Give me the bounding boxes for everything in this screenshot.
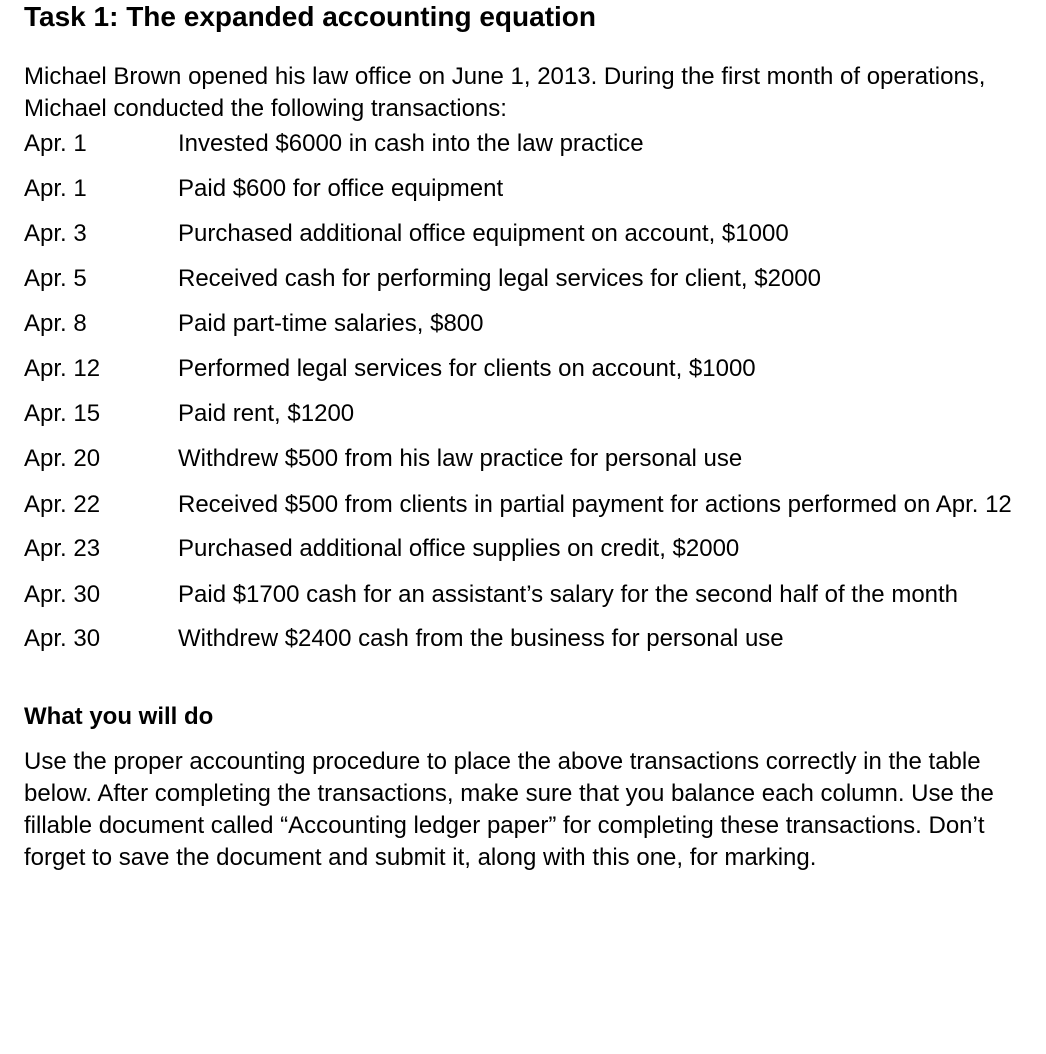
transaction-description: Performed legal services for clients on account, $1000 bbox=[178, 355, 756, 382]
instructions-paragraph: Use the proper accounting procedure to place the above transactions correctly in the table below. After completing the transactions, make sure that you balance each column. Use the fillable document called “Accounting ledger paper” for completing these transactions. Don’t forget to save the document and submit it, along with this one, for marking. bbox=[24, 748, 994, 871]
transaction-row bbox=[24, 354, 1024, 384]
transaction-list bbox=[24, 129, 1024, 654]
transaction-date: Apr. 1 bbox=[24, 175, 87, 202]
transaction-row bbox=[24, 534, 1024, 564]
transaction-description: Withdrew $2400 cash from the business for personal use bbox=[178, 625, 784, 652]
transaction-description: Received $500 from clients in partial payment for actions performed on Apr. 12 bbox=[178, 491, 1012, 518]
transaction-date: Apr. 12 bbox=[24, 355, 101, 382]
transaction-date: Apr. 30 bbox=[24, 625, 101, 652]
transaction-row bbox=[24, 309, 1024, 339]
transaction-description: Purchased additional office supplies on credit, $2000 bbox=[178, 535, 740, 562]
intro-paragraph: Michael Brown opened his law office on June 1, 2013. During the first month of operations, Michael conducted the following transactions: bbox=[24, 63, 986, 122]
transaction-row bbox=[24, 444, 1024, 474]
transaction-description: Received cash for performing legal services for client, $2000 bbox=[178, 265, 821, 292]
transaction-row bbox=[24, 482, 1024, 527]
transaction-date: Apr. 23 bbox=[24, 535, 101, 562]
transaction-description: Invested $6000 in cash into the law practice bbox=[178, 130, 644, 157]
transaction-description: Purchased additional office equipment on account, $1000 bbox=[178, 220, 789, 247]
transaction-date: Apr. 22 bbox=[24, 491, 101, 518]
transaction-description: Paid part-time salaries, $800 bbox=[178, 310, 484, 337]
transaction-date: Apr. 3 bbox=[24, 220, 87, 247]
transaction-description: Paid $600 for office equipment bbox=[178, 175, 504, 202]
transaction-date: Apr. 5 bbox=[24, 265, 87, 292]
transaction-row bbox=[24, 624, 1024, 654]
document-page bbox=[24, 0, 1024, 874]
task-title: Task 1: The expanded accounting equation bbox=[24, 1, 597, 32]
transaction-description: Paid $1700 cash for an assistant’s salary for the second half of the month bbox=[178, 581, 959, 608]
transaction-description: Paid rent, $1200 bbox=[178, 400, 355, 427]
transaction-row bbox=[24, 174, 1024, 204]
transaction-row bbox=[24, 572, 1024, 617]
transaction-row bbox=[24, 219, 1024, 249]
what-you-will-do-heading: What you will do bbox=[24, 703, 214, 730]
transaction-date: Apr. 30 bbox=[24, 581, 101, 608]
transaction-description: Withdrew $500 from his law practice for personal use bbox=[178, 445, 743, 472]
transaction-date: Apr. 15 bbox=[24, 400, 101, 427]
transaction-row bbox=[24, 264, 1024, 294]
transaction-row bbox=[24, 399, 1024, 429]
transaction-date: Apr. 8 bbox=[24, 310, 87, 337]
transaction-date: Apr. 20 bbox=[24, 445, 101, 472]
transaction-date: Apr. 1 bbox=[24, 130, 87, 157]
transaction-row bbox=[24, 129, 1024, 159]
